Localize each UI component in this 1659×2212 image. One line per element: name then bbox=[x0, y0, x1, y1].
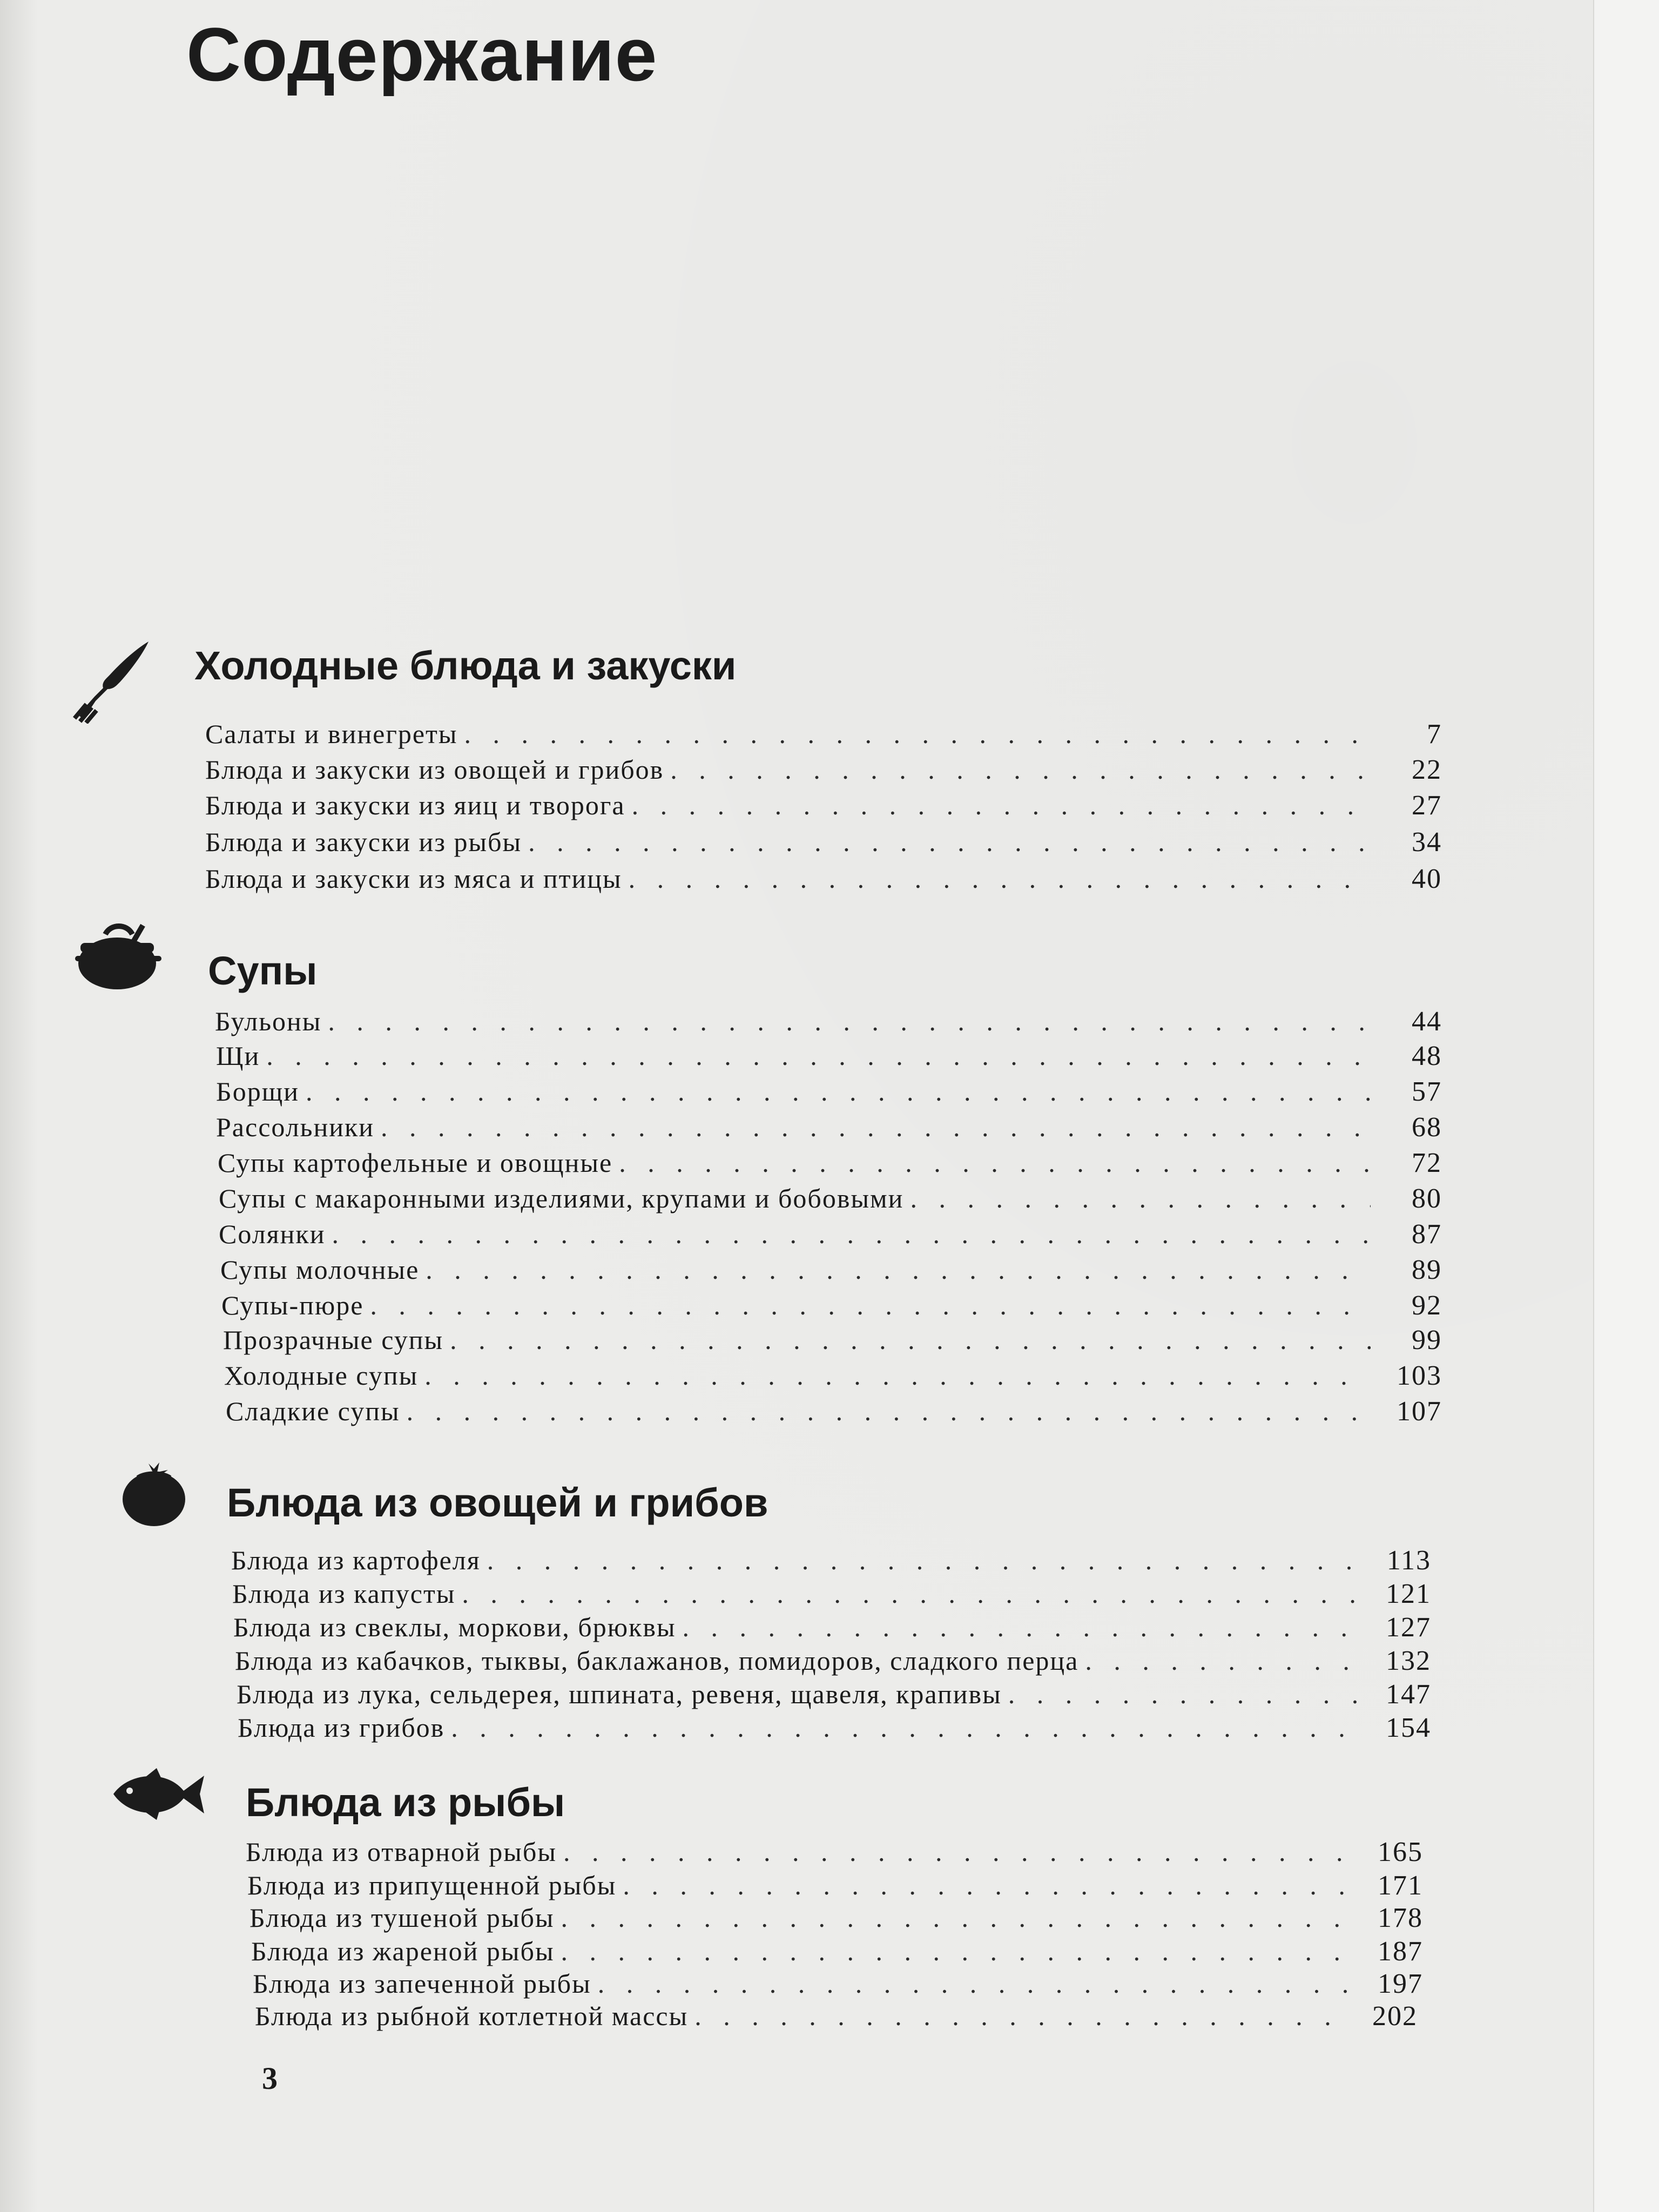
entry-page: 57 bbox=[1412, 1076, 1442, 1107]
entry-label: Бульоны bbox=[215, 1006, 322, 1036]
toc-entry bbox=[205, 790, 1442, 821]
entry-page: 68 bbox=[1412, 1112, 1442, 1143]
leader-dots bbox=[462, 1578, 1360, 1609]
entry-label: Блюда из кабачков, тыквы, баклажанов, помидоров, сладкого перца bbox=[235, 1645, 1079, 1676]
fish-icon bbox=[108, 1766, 208, 1823]
entry-page: 87 bbox=[1412, 1219, 1442, 1250]
toc-entry bbox=[246, 1836, 1423, 1868]
toc-entry bbox=[216, 1076, 1442, 1108]
leader-dots bbox=[563, 1836, 1352, 1867]
leader-dots bbox=[619, 1147, 1371, 1178]
leader-dots bbox=[1085, 1645, 1360, 1676]
toc-entry bbox=[255, 2000, 1418, 2032]
entry-label: Солянки bbox=[219, 1219, 326, 1249]
entry-label: Блюда из припущенной рыбы bbox=[247, 1870, 617, 1900]
toc-entry bbox=[231, 1545, 1431, 1576]
toc-entry bbox=[205, 826, 1442, 858]
leader-dots bbox=[632, 790, 1371, 821]
leader-dots bbox=[451, 1712, 1360, 1743]
entry-page: 121 bbox=[1386, 1579, 1431, 1609]
binding-shadow bbox=[0, 0, 38, 2212]
entry-page: 27 bbox=[1412, 790, 1442, 821]
leader-dots bbox=[670, 754, 1371, 785]
entry-label: Блюда и закуски из рыбы bbox=[205, 827, 522, 857]
entry-page: 103 bbox=[1397, 1360, 1442, 1391]
toc-entry bbox=[232, 1578, 1431, 1610]
section-title-cold-dishes: Холодные блюда и закуски bbox=[194, 643, 737, 688]
entry-label: Блюда из отварной рыбы bbox=[246, 1837, 557, 1867]
entry-label: Щи bbox=[216, 1041, 260, 1071]
entry-page: 22 bbox=[1412, 754, 1442, 785]
entry-page: 34 bbox=[1412, 827, 1442, 858]
section-title-soups: Супы bbox=[208, 948, 318, 993]
section-title-vegetables: Блюда из овощей и грибов bbox=[227, 1480, 768, 1525]
leader-dots bbox=[487, 1545, 1360, 1576]
entry-page: 80 bbox=[1412, 1183, 1442, 1214]
leader-dots bbox=[381, 1111, 1371, 1143]
entry-label: Блюда из свеклы, моркови, брюквы bbox=[233, 1612, 676, 1642]
entry-label: Блюда из запеченной рыбы bbox=[253, 1968, 591, 1999]
leader-dots bbox=[561, 1936, 1352, 1967]
toc-entry bbox=[205, 718, 1442, 750]
toc-entry bbox=[247, 1870, 1423, 1901]
leader-dots bbox=[528, 826, 1371, 858]
entry-label: Блюда из жареной рыбы bbox=[251, 1936, 555, 1966]
toc-entry bbox=[221, 1290, 1442, 1321]
entry-page: 92 bbox=[1412, 1290, 1442, 1321]
leader-dots bbox=[370, 1290, 1371, 1321]
toc-entry bbox=[220, 1254, 1442, 1286]
page-number: 3 bbox=[262, 2061, 278, 2096]
leader-dots bbox=[694, 2000, 1346, 2032]
leader-dots bbox=[623, 1870, 1352, 1901]
entry-label: Супы молочные bbox=[220, 1255, 420, 1285]
entry-page: 187 bbox=[1378, 1936, 1423, 1967]
entry-label: Супы-пюре bbox=[221, 1290, 364, 1320]
entry-page: 197 bbox=[1378, 1968, 1423, 1999]
entry-label: Борщи bbox=[216, 1076, 299, 1107]
toc-entry bbox=[233, 1611, 1431, 1643]
toc-entry bbox=[218, 1147, 1442, 1179]
entry-page: 72 bbox=[1412, 1148, 1442, 1178]
entry-label: Блюда и закуски из яиц и творога bbox=[205, 790, 625, 820]
entry-label: Сладкие супы bbox=[226, 1396, 400, 1426]
leader-dots bbox=[683, 1611, 1360, 1643]
entry-page: 40 bbox=[1412, 864, 1442, 894]
leader-dots bbox=[1008, 1678, 1360, 1710]
toc-entry bbox=[251, 1936, 1423, 1967]
toc-entry bbox=[215, 1006, 1442, 1037]
leader-dots bbox=[328, 1006, 1371, 1037]
toc-entry bbox=[205, 754, 1442, 786]
leader-dots bbox=[598, 1968, 1352, 1999]
entry-label: Супы картофельные и овощные bbox=[218, 1148, 613, 1178]
fork-icon bbox=[68, 637, 154, 724]
entry-page: 7 bbox=[1427, 719, 1442, 750]
next-page-edge bbox=[1593, 0, 1659, 2212]
entry-label: Холодные супы bbox=[224, 1360, 419, 1391]
entry-page: 147 bbox=[1386, 1679, 1431, 1710]
leader-dots bbox=[407, 1395, 1371, 1427]
leader-dots bbox=[426, 1254, 1371, 1285]
entry-label: Рассольники bbox=[216, 1112, 375, 1142]
entry-label: Блюда из тушеной рыбы bbox=[249, 1903, 555, 1933]
leader-dots bbox=[910, 1183, 1371, 1214]
toc-entry bbox=[205, 863, 1442, 895]
leader-dots bbox=[266, 1040, 1371, 1071]
toc-entry bbox=[224, 1360, 1442, 1392]
entry-label: Блюда из рыбной котлетной массы bbox=[255, 2001, 689, 2031]
entry-page: 44 bbox=[1412, 1006, 1442, 1037]
soup-pot-icon bbox=[73, 918, 165, 994]
leader-dots bbox=[332, 1218, 1371, 1250]
entry-label: Блюда и закуски из мяса и птицы bbox=[205, 864, 622, 894]
entry-page: 132 bbox=[1386, 1645, 1431, 1676]
entry-label: Блюда из грибов bbox=[238, 1712, 445, 1743]
entry-page: 202 bbox=[1372, 2001, 1418, 2032]
toc-entry bbox=[237, 1678, 1431, 1710]
leader-dots bbox=[464, 718, 1371, 750]
entry-page: 99 bbox=[1412, 1325, 1442, 1355]
entry-label: Блюда из капусты bbox=[232, 1579, 456, 1609]
leader-dots bbox=[629, 863, 1371, 894]
entry-page: 178 bbox=[1378, 1903, 1423, 1933]
toc-entry bbox=[253, 1968, 1423, 2000]
toc-entry bbox=[216, 1040, 1442, 1072]
toc-entry bbox=[226, 1395, 1442, 1427]
section-title-fish: Блюда из рыбы bbox=[246, 1780, 565, 1825]
entry-label: Супы с макаронными изделиями, крупами и бобовыми bbox=[219, 1183, 904, 1213]
entry-page: 107 bbox=[1397, 1396, 1442, 1427]
toc-entry bbox=[219, 1218, 1442, 1250]
entry-page: 165 bbox=[1378, 1837, 1423, 1867]
leader-dots bbox=[561, 1902, 1352, 1933]
entry-page: 113 bbox=[1386, 1545, 1431, 1576]
entry-label: Прозрачные супы bbox=[223, 1325, 444, 1355]
tomato-icon bbox=[116, 1458, 192, 1528]
page-title: Содержание bbox=[186, 12, 658, 97]
toc-entry bbox=[249, 1902, 1423, 1934]
entry-page: 154 bbox=[1386, 1712, 1431, 1743]
toc-entry bbox=[238, 1712, 1431, 1744]
entry-page: 171 bbox=[1378, 1870, 1423, 1901]
entry-label: Блюда и закуски из овощей и грибов bbox=[205, 754, 664, 785]
toc-entry bbox=[223, 1324, 1442, 1356]
entry-page: 48 bbox=[1412, 1041, 1442, 1071]
entry-page: 89 bbox=[1412, 1255, 1442, 1285]
leader-dots bbox=[424, 1360, 1371, 1391]
toc-entry bbox=[219, 1183, 1442, 1215]
toc-entry bbox=[235, 1645, 1431, 1677]
entry-label: Блюда из картофеля bbox=[231, 1545, 481, 1575]
leader-dots bbox=[306, 1076, 1371, 1107]
entry-label: Блюда из лука, сельдерея, шпината, ревеня, щавеля, крапивы bbox=[237, 1679, 1002, 1709]
toc-entry bbox=[216, 1111, 1442, 1143]
leader-dots bbox=[450, 1324, 1371, 1355]
entry-page: 127 bbox=[1386, 1612, 1431, 1643]
entry-label: Салаты и винегреты bbox=[205, 719, 458, 749]
